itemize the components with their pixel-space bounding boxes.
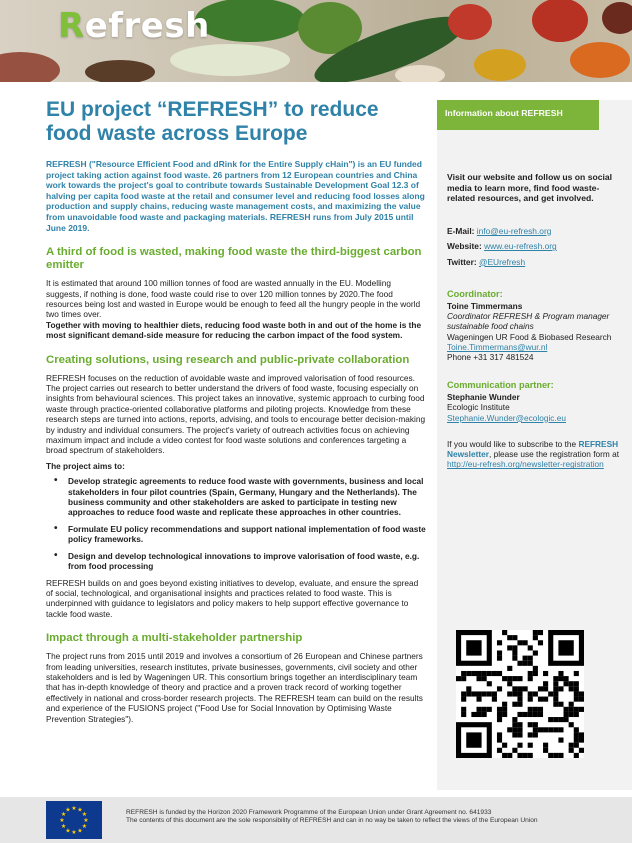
- aims-list: [46, 476, 426, 571]
- svg-text:★: ★: [71, 829, 77, 836]
- section1-text: It is estimated that around 100 million tonnes of food are wasted annually in the EU. Modelling suggests, if nothing is done, food waste could rise to over 120 million tonnes by 2020.The food resources being lost and wasted in Europe would be enough to feed all the hungry people in the world two times over. Together with moving to healthier diets, reducing food waste both in and out of the home is the most significant demand-side measure for reducing the carbon impact of the food system.: [46, 278, 422, 341]
- footer: [0, 797, 632, 843]
- info-sidebar: [437, 100, 632, 790]
- main-column: [46, 98, 426, 724]
- section3-heading: Impact through a multi-stakeholder partnership: [46, 632, 303, 645]
- coordinator-heading: Coordinator:: [447, 289, 503, 299]
- communication-heading: Communication partner:: [447, 380, 554, 391]
- newsletter-link[interactable]: http://eu-refresh.org/newsletter-registration: [447, 459, 604, 470]
- section2-heading: Creating solutions, using research and public-private collaboration: [46, 353, 410, 366]
- list-item: • Develop strategic agreements to reduce food waste with governments, business and local stakeholders in four pilot countries (Spain, Germany, Hungary and the Netherlands). The business community and other stakeholders are asked to participate in testing new approaches to reduce food waste and replicate these approaches in other countries.: [46, 476, 426, 518]
- svg-text:★: ★: [60, 811, 67, 818]
- communication-email-link[interactable]: Stephanie.Wunder@ecologic.eu: [447, 412, 566, 423]
- svg-text:★: ★: [65, 827, 71, 835]
- aims-title: The project aims to:: [46, 460, 125, 471]
- coordinator-email-link[interactable]: Toine.Timmermans@wur.nl: [447, 341, 548, 352]
- svg-text:★: ★: [77, 806, 83, 814]
- twitter-link[interactable]: @EUrefresh: [478, 256, 526, 267]
- email-link[interactable]: info@eu-refresh.org: [476, 225, 552, 236]
- list-item: • Design and develop technological innovations to improve valorisation of food waste, e.g. from food processing: [46, 551, 426, 572]
- website-link[interactable]: www.eu-refresh.org: [484, 241, 557, 252]
- svg-text:★: ★: [59, 817, 65, 824]
- email-row: E-Mail: info@eu-refresh.org: [447, 225, 552, 236]
- svg-text:★: ★: [81, 823, 88, 830]
- section1-heading: A third of food is wasted, making food waste the third-biggest carbon emitter: [46, 246, 422, 272]
- svg-text:★: ★: [65, 806, 71, 814]
- twitter-row: Twitter: @EUrefresh: [447, 256, 526, 267]
- section3-text: The project runs from 2015 until 2019 and involves a consortium of 26 European and Chinese partners from leading universities, research institutes, private businesses, governments, civil society and other stakeholders and is led by Wageningen UR. This consortium brings together an interdisciplinary team that has in-depth knowledge of theory and practice and a proven track record of working together effectively in national and cross-border research projects. The REFRESH team can build on the results and experience of the FUSIONS project ("Food Use for Social Innovation by Optimising Waste Prevention Strategies").: [46, 651, 423, 724]
- intro-paragraph: REFRESH ("Resource Efficient Food and dRink for the Entire Supply cHain") is an EU funded project taking action against food waste. 26 partners from 12 European countries and China work towards the project's goal to contribute towards Sustainable Development Goal 12.3 of halving per capita food waste at the retail and consumer level and reducing food losses along production and supply chains, reducing waste management costs, and maximizing the value from unavoidable food waste and packaging materials. REFRESH runs from July 2015 until June 2019.: [46, 159, 425, 233]
- footer-text: REFRESH is funded by the Horizon 2020 Framework Programme of the European Union under Grant Agreement no. 641933 The contents of this document are the sole responsibility of REFRESH and can in no way be taken to reflect the views of the European Union: [126, 809, 538, 825]
- svg-text:★: ★: [83, 817, 89, 824]
- newsletter-name: REFRESH Newsletter: [447, 438, 619, 460]
- communication-block: Stephanie Wunder Ecologic Institute Stephanie.Wunder@ecologic.eu: [447, 392, 566, 423]
- list-item: • Formulate EU policy recommendations and support national implementation of food waste policy frameworks.: [46, 524, 426, 545]
- section2-after: REFRESH builds on and goes beyond existing initiatives to develop, evaluate, and ensure the spread of social, technological, and organisational insights and practices related to food waste. This is underpinned with guidance to legislators and policy makers to help support effective governance to tackle food waste.: [46, 577, 419, 619]
- svg-text:★: ★: [77, 827, 83, 835]
- header-banner: [0, 0, 632, 82]
- section2-text: REFRESH focuses on the reduction of avoidable waste and improved valorisation of food resources. The project carries out research to better understand the drivers of food waste, focusing especially on insights from behavioural sciences. This project takes an innovative, systemic approach to curbing food waste through practice-oriented collaborative platforms and piloting projects. Knowledge from these research steps are turned into actions, reports, advising, and tools to encourage better decision-making by industry and individual consumers. The project's variety of outreach activities focus on achieving maximum impact and include a video contest for food waste solutions and conferences targeting a broad spectrum of stakeholders.: [46, 372, 426, 456]
- svg-text:★: ★: [60, 823, 67, 830]
- info-title: Information about REFRESH: [437, 100, 599, 130]
- svg-text:★: ★: [81, 811, 88, 818]
- eu-flag-icon: [46, 801, 102, 839]
- svg-text:★: ★: [71, 805, 77, 812]
- qr-code-icon[interactable]: [456, 630, 584, 758]
- coordinator-block: Toine Timmermans Coordinator REFRESH & Program manager sustainable food chains Wageningen UR Food & Biobased Research Toine.Timmermans@wur.nl Phone +31 317 481524: [447, 301, 612, 363]
- newsletter-text: If you would like to subscribe to the REFRESH Newsletter, please use the registration form at http://eu-refresh.org/newsletter-registration: [447, 438, 620, 470]
- website-row: Website: www.eu-refresh.org: [447, 241, 557, 252]
- visit-text: Visit our website and follow us on social media to learn more, find food waste-related resources, and get involved.: [447, 172, 613, 204]
- page-title: EU project “REFRESH” to reduce food waste across Europe: [46, 98, 379, 145]
- refresh-logo: Refresh: [58, 6, 210, 46]
